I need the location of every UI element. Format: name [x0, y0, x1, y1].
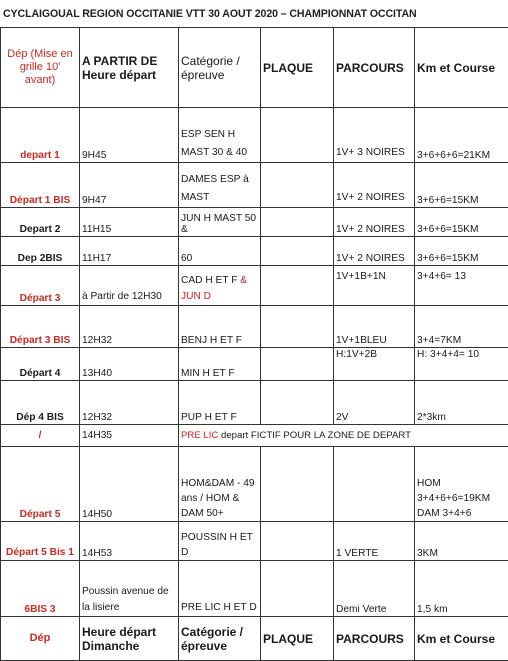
row-plaque: [261, 381, 334, 425]
row-parcours: 1V+1B+1N: [334, 266, 415, 306]
table-row: [1, 108, 508, 163]
row-km: 3+6+6=15KM: [415, 163, 508, 208]
row-heure: 11H15: [80, 208, 179, 237]
row-categorie: PUP H ET F: [179, 381, 261, 425]
row-dep: Depart 2: [1, 208, 80, 237]
row-categorie: [179, 266, 261, 306]
row-heure: 9H45: [80, 108, 179, 163]
schedule-table: [0, 27, 508, 661]
row-dep: Départ 1 BIS: [1, 163, 80, 208]
header-row: [1, 28, 508, 108]
footer-dep: Dép: [1, 617, 80, 661]
categorie-highlight: & JUN D: [181, 275, 247, 302]
row-plaque: [261, 348, 334, 381]
categorie-part: CAD H ET F: [181, 275, 237, 286]
header-categorie: Catégorie /épreuve: [179, 28, 261, 108]
row-heure: 14H50: [80, 447, 179, 522]
row-km: 3+4+6= 13: [415, 266, 508, 306]
row-categorie: PRE LIC H ET D: [179, 561, 261, 617]
row-heure: à Partir de 12H30: [80, 266, 179, 306]
row-parcours: 1 VERTE: [334, 522, 415, 561]
row-categorie: DAMES ESP à MAST: [179, 163, 261, 208]
row-km: 2*3km: [415, 381, 508, 425]
row-dep: Départ 3 BIS: [1, 306, 80, 348]
row-km: HOM 3+4+6+6=19KM DAM 3+4+6: [415, 447, 508, 522]
row-categorie: HOM&DAM - 49 ans / HOM & DAM 50+: [179, 447, 261, 522]
row-dep: 6BIS 3: [1, 561, 80, 617]
row-km: 3+6+6=15KM: [415, 208, 508, 237]
note-highlight: PRE LIC: [181, 430, 218, 441]
row-parcours: Demi Verte: [334, 561, 415, 617]
row-heure: 12H32: [80, 381, 179, 425]
row-dep: Départ 5: [1, 447, 80, 522]
table-row: [1, 208, 508, 237]
row-plaque: [261, 306, 334, 348]
row-categorie: BENJ H ET F: [179, 306, 261, 348]
header-parcours: PARCOURS: [334, 28, 415, 108]
header-plaque: PLAQUE: [261, 28, 334, 108]
row-plaque: [261, 163, 334, 208]
row-km: H: 3+4+4= 10: [415, 348, 508, 381]
table-row: [1, 447, 508, 522]
header-km: Km et Course: [415, 28, 508, 108]
row-dep: /: [1, 425, 80, 447]
row-categorie: MIN H ET F: [179, 348, 261, 381]
table-row: [1, 381, 508, 425]
row-parcours: 1V+ 3 NOIRES: [334, 108, 415, 163]
footer-row: [1, 617, 508, 661]
row-parcours: 1V+ 2 NOIRES: [334, 237, 415, 266]
row-heure: 13H40: [80, 348, 179, 381]
row-km: 3+4=7KM: [415, 306, 508, 348]
document-title: CYCLAIGOUAL REGION OCCITANIE VTT 30 AOUT 2020 – CHAMPIONNAT OCCITAN: [3, 8, 417, 20]
header-heure: A PARTIR DE Heure départ: [80, 28, 179, 108]
row-parcours: 1V+ 2 NOIRES: [334, 208, 415, 237]
row-plaque: [261, 237, 334, 266]
row-plaque: [261, 561, 334, 617]
row-km: 3KM: [415, 522, 508, 561]
row-dep: Départ 3: [1, 266, 80, 306]
note-text: depart FICTIF POUR LA ZONE DE DEPART: [218, 430, 411, 441]
table-row: [1, 561, 508, 617]
footer-km: Km et Course: [415, 617, 508, 661]
row-dep: Départ 4: [1, 348, 80, 381]
row-parcours: 1V+1BLEU: [334, 306, 415, 348]
row-heure: 12H32: [80, 306, 179, 348]
table-row: [1, 163, 508, 208]
row-heure: 14H35: [80, 425, 179, 447]
row-heure: 14H53: [80, 522, 179, 561]
row-plaque: [261, 208, 334, 237]
row-plaque: [261, 522, 334, 561]
row-plaque: [261, 266, 334, 306]
row-parcours: 1V+ 2 NOIRES: [334, 163, 415, 208]
footer-parcours: PARCOURS: [334, 617, 415, 661]
row-categorie: JUN H MAST 50 &: [179, 208, 261, 237]
footer-plaque: PLAQUE: [261, 617, 334, 661]
table-row: [1, 266, 508, 306]
row-parcours: 2V: [334, 381, 415, 425]
row-dep: Dép 4 BIS: [1, 381, 80, 425]
table-row: [1, 425, 508, 447]
row-plaque: [261, 447, 334, 522]
row-categorie: 60: [179, 237, 261, 266]
row-km: 3+6+6+6=21KM: [415, 108, 508, 163]
title-bar: [0, 0, 508, 28]
table-row: [1, 522, 508, 561]
row-dep: Départ 5 Bis 1: [1, 522, 80, 561]
row-plaque: [261, 108, 334, 163]
table-row: [1, 306, 508, 348]
footer-heure: Heure départ Dimanche: [80, 617, 179, 661]
row-categorie: ESP SEN H MAST 30 & 40: [179, 108, 261, 163]
footer-categorie: Catégorie /épreuve: [179, 617, 261, 661]
row-merged-note: [179, 425, 508, 447]
row-parcours: [334, 447, 415, 522]
row-heure: Poussin avenue de la lisiere: [80, 561, 179, 617]
table-row: [1, 237, 508, 266]
table-row: [1, 348, 508, 381]
row-dep: depart 1: [1, 108, 80, 163]
row-dep: Dep 2BIS: [1, 237, 80, 266]
header-dep: Dép (Mise en grille 10' avant): [1, 28, 80, 108]
row-km: 1,5 km: [415, 561, 508, 617]
row-parcours: H:1V+2B: [334, 348, 415, 381]
row-categorie: POUSSIN H ET D: [179, 522, 261, 561]
row-km: 3+6+6=15KM: [415, 237, 508, 266]
row-heure: 9H47: [80, 163, 179, 208]
row-heure: 11H17: [80, 237, 179, 266]
